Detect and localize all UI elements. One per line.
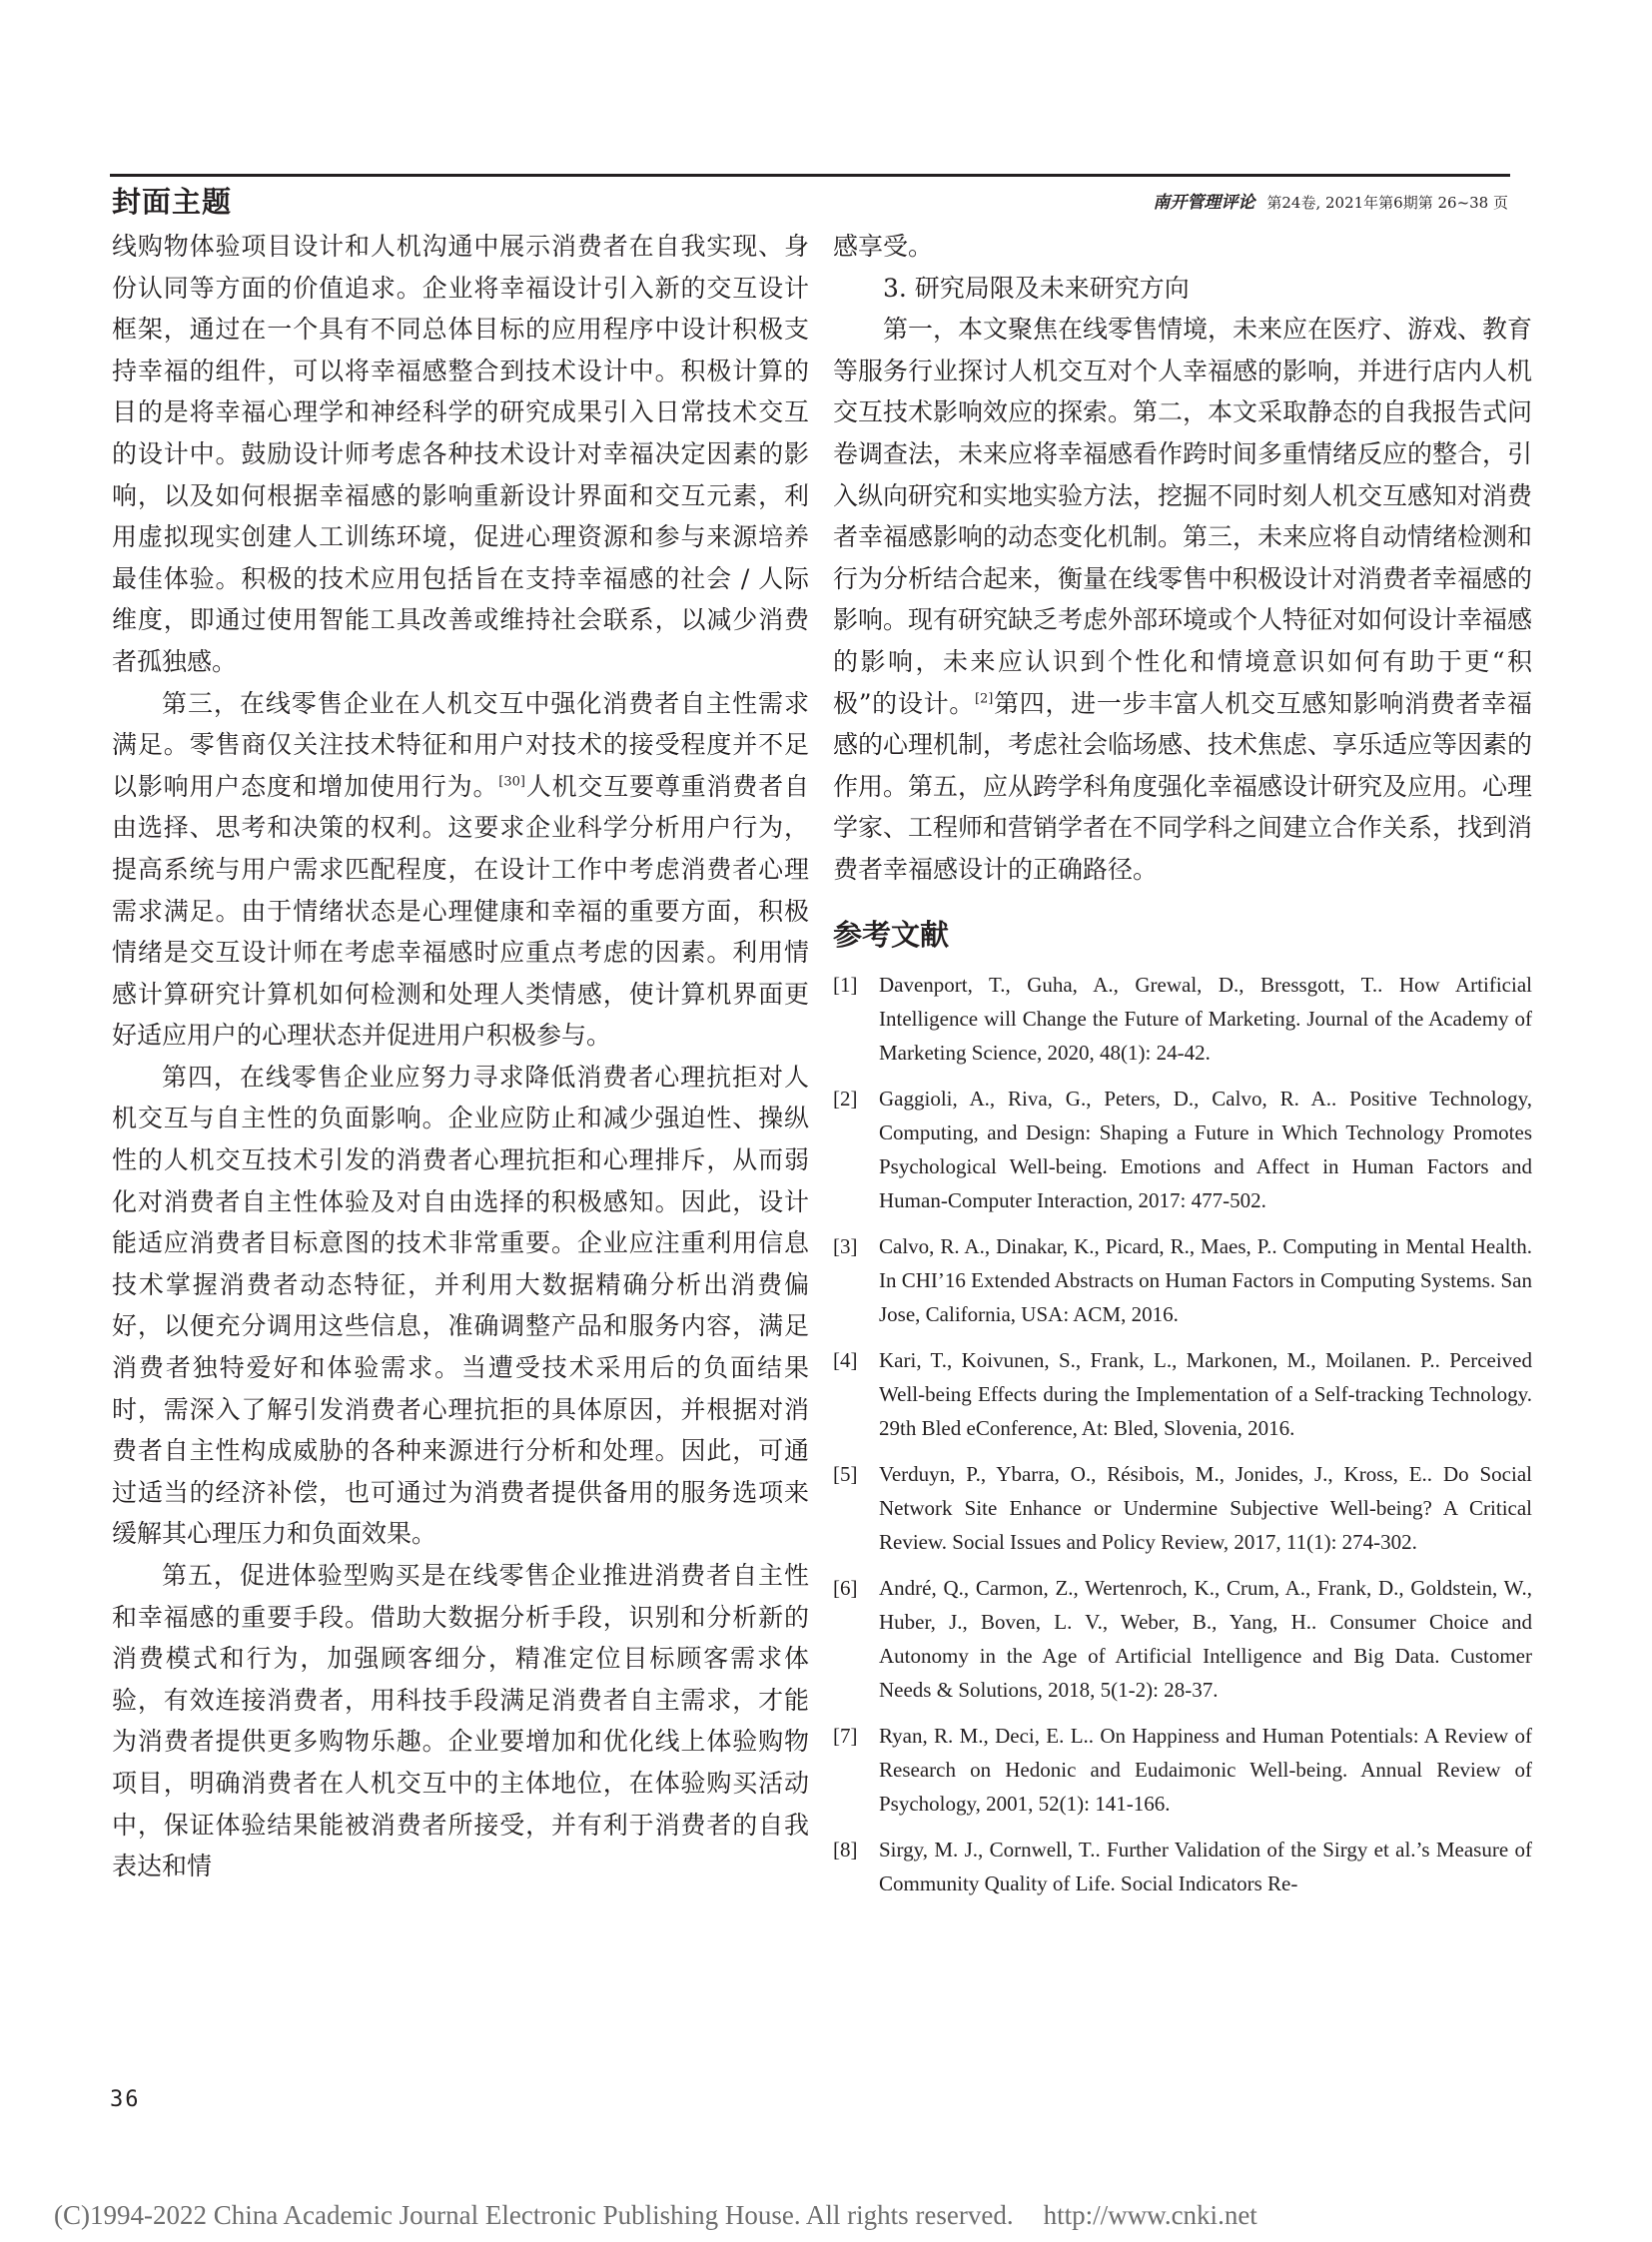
reference-item bbox=[833, 1082, 1532, 1217]
reference-item bbox=[833, 1457, 1532, 1559]
reference-item bbox=[833, 1833, 1532, 1900]
reference-number: [5] bbox=[833, 1461, 858, 1486]
citation[interactable]: [2] bbox=[974, 691, 994, 707]
paragraph-text: 人机交互要尊重消费者自由选择、思考和决策的权利。这要求企业科学分析用户行为，提高系统与用户需求匹配程度，在设计工作中考虑消费者心理需求满足。由于情绪状态是心理健康和幸福的重要方面，积极情绪是交互设计师在考虑幸福感时应重点考虑的因素。利用情感计算研究计算机如何检测和处理人类情感，使计算机界面更好适应用户的心理状态并促进用户积极参与。 bbox=[112, 771, 809, 1051]
paragraph-text: 第一，本文聚焦在线零售情境，未来应在医疗、游戏、教育等服务行业探讨人机交互对个人幸福感的影响，并进行店内人机交互技术影响效应的探索。第二，本文采取静态的自我报告式问卷调查法，未来应将幸福感看作跨时间多重情绪反应的整合，引入纵向研究和实地实验方法，挖掘不同时刻人机交互感知对消费者幸福感影响的动态变化机制。第三，未来应将自动情绪检测和行为分析结合起来，衡量在线零售中积极设计对消费者幸福感的影响。现有研究缺乏考虑外部环境或个人特征对如何设计幸福感的影响，未来应认识到个性化和情境意识如何有助于更“积极”的设计。 bbox=[833, 315, 1533, 718]
footer-link[interactable]: http://www.cnki.net bbox=[1043, 2200, 1257, 2230]
reference-item bbox=[833, 968, 1532, 1070]
reference-number: [4] bbox=[833, 1347, 858, 1372]
paragraph: 线购物体验项目设计和人机沟通中展示消费者在自我实现、身份认同等方面的价值追求。企业将幸福设计引入新的交互设计框架，通过在一个具有不同总体目标的应用程序中设计积极支持幸福的组件，可以将幸福感整合到技术设计中。积极计算的目的是将幸福心理学和神经科学的研究成果引入日常技术交互的设计中。鼓励设计师考虑各种技术设计对幸福决定因素的影响，以及如何根据幸福感的影响重新设计界面和交互元素，利用虚拟现实创建人工训练环境，促进心理资源和参与来源培养最佳体验。积极的技术应用包括旨在支持幸福感的社会 / 人际维度，即通过使用智能工具改善或维持社会联系，以减少消费者孤独感。 bbox=[112, 232, 809, 676]
reference-text: Davenport, T., Guha, A., Grewal, D., Bressgott, T.. How Artificial Intelligence will Change the Future of Marketing. Journal of the Academy of Marketing Science, 2020, 48(1): 24-42. bbox=[879, 972, 1532, 1065]
paragraph bbox=[112, 683, 809, 1057]
reference-number: [8] bbox=[833, 1837, 858, 1862]
paragraph-text: 第四，进一步丰富人机交互感知影响消费者幸福感的心理机制，考虑社会临场感、技术焦虑、享乐适应等因素的作用。第五，应从跨学科角度强化幸福感设计研究及应用。心理学家、工程师和营销学者在不同学科之间建立合作关系，找到消费者幸福感设计的正确路径。 bbox=[833, 688, 1533, 884]
reference-text: Sirgy, M. J., Cornwell, T.. Further Validation of the Sirgy et al.’s Measure of Community Quality of Life. Social Indicators Re- bbox=[879, 1837, 1532, 1895]
right-column bbox=[833, 226, 1532, 1912]
header-rule bbox=[110, 174, 1510, 177]
page-number: 36 bbox=[110, 2087, 141, 2112]
reference-number: [6] bbox=[833, 1575, 858, 1600]
section-title: 封面主题 bbox=[112, 185, 233, 219]
reference-text: Kari, T., Koivunen, S., Frank, L., Markonen, M., Moilanen. P.. Perceived Well-being Effects during the Implementation of a Self-tracking Technology. 29th Bled eConference, At: Bled, Slovenia, 2016. bbox=[879, 1347, 1532, 1440]
paragraph: 第四，在线零售企业应努力寻求降低消费者心理抗拒对人机交互与自主性的负面影响。企业应防止和减少强迫性、操纵性的人机交互技术引发的消费者心理抗拒和心理排斥，从而弱化对消费者自主性体验及对自由选择的积极感知。因此，设计能适应消费者目标意图的技术非常重要。企业应注重利用信息技术掌握消费者动态特征，并利用大数据精确分析出消费偏好，以便充分调用这些信息，准确调整产品和服务内容，满足消费者独特爱好和体验需求。当遭受技术采用后的负面结果时，需深入了解引发消费者心理抗拒的具体原因，并根据对消费者自主性构成威胁的各种来源进行分析和处理。因此，可通过适当的经济补偿，也可通过为消费者提供备用的服务选项来缓解其心理压力和负面效果。 bbox=[112, 1062, 809, 1549]
reference-text: Ryan, R. M., Deci, E. L.. On Happiness and Human Potentials: A Review of Research on Hedonic and Eudaimonic Well-being. Annual Review of Psychology, 2001, 52(1): 141-166. bbox=[879, 1723, 1532, 1816]
paragraph: 感享受。 bbox=[833, 232, 934, 261]
reference-item bbox=[833, 1571, 1532, 1707]
reference-list bbox=[833, 968, 1532, 1900]
reference-text: Gaggioli, A., Riva, G., Peters, D., Calvo, R. A.. Positive Technology, Computing, and Design: Shaping a Future in Which Technology Promotes Psychological Well-being. Emotions and Affect in Human Factors and Human-Computer Interaction, 2017: 477-502. bbox=[879, 1086, 1532, 1212]
references-title: 参考文献 bbox=[833, 917, 950, 952]
journal-header bbox=[1153, 188, 1508, 213]
subsection-heading: 3. 研究局限及未来研究方向 bbox=[883, 273, 1190, 303]
copyright-footer bbox=[54, 2200, 1257, 2231]
journal-name: 南开管理评论 bbox=[1153, 193, 1255, 213]
issue-info: 第24卷, 2021年第6期第 26~38 页 bbox=[1266, 194, 1508, 212]
paragraph-text: 第三，在线零售企业在人机交互中强化消费者自主性需求满足。零售商仅关注技术特征和用户对技术的接受程度并不足以影响用户态度和增加使用行为。 bbox=[112, 688, 809, 801]
paragraph: 第五，促进体验型购买是在线零售企业推进消费者自主性和幸福感的重要手段。借助大数据分析手段，识别和分析新的消费模式和行为，加强顾客细分，精准定位目标顾客需求体验，有效连接消费者，用科技手段满足消费者自主需求，才能为消费者提供更多购物乐趣。企业要增加和优化线上体验购物项目，明确消费者在人机交互中的主体地位，在体验购买活动中，保证体验结果能被消费者所接受，并有利于消费者的自我表达和情 bbox=[112, 1561, 809, 1881]
reference-number: [3] bbox=[833, 1233, 858, 1258]
copyright-text: (C)1994-2022 China Academic Journal Electronic Publishing House. All rights reserved. bbox=[54, 2200, 1014, 2230]
reference-text: André, Q., Carmon, Z., Wertenroch, K., Crum, A., Frank, D., Goldstein, W., Huber, J., Boven, L. V., Weber, B., Yang, H.. Consumer Choice and Autonomy in the Age of Artificial Intelligence and Big Data. Customer Needs & Solutions, 2018, 5(1-2): 28-37. bbox=[879, 1575, 1532, 1702]
reference-number: [1] bbox=[833, 972, 858, 997]
left-column bbox=[112, 226, 809, 1887]
reference-item bbox=[833, 1343, 1532, 1445]
reference-text: Calvo, R. A., Dinakar, K., Picard, R., Maes, P.. Computing in Mental Health. In CHI’16 Extended Abstracts on Human Factors in Computing Systems. San Jose, California, USA: ACM, 2016. bbox=[879, 1233, 1532, 1326]
reference-number: [2] bbox=[833, 1086, 858, 1111]
paragraph bbox=[833, 309, 1532, 890]
reference-text: Verduyn, P., Ybarra, O., Résibois, M., Jonides, J., Kross, E.. Do Social Network Site Enhance or Undermine Subjective Well-being? A Critical Review. Social Issues and Policy Review, 2017, 11(1): 274-302. bbox=[879, 1461, 1532, 1554]
reference-item bbox=[833, 1229, 1532, 1331]
reference-item bbox=[833, 1719, 1532, 1821]
reference-number: [7] bbox=[833, 1723, 858, 1748]
citation[interactable]: [30] bbox=[498, 774, 525, 790]
